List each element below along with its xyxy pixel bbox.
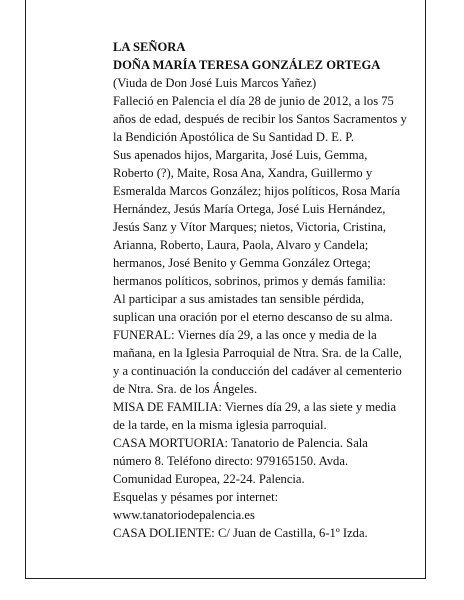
family-mass-paragraph: MISA DE FAMILIA: Viernes día 29, a las siete y media de la tarde, en la misma iglesia parroquial. bbox=[113, 400, 397, 432]
funeral-paragraph: FUNERAL: Viernes día 29, a las once y media de la mañana, en la Iglesia Parroquial de Ntra. Sra. de la Calle, y a continuación la conducción del cadáver al cementerio de Ntra. Sra. de los Ángeles. bbox=[113, 328, 402, 396]
widow-of-line: (Viuda de Don José Luis Marcos Yañez) bbox=[113, 76, 317, 90]
prayer-paragraph: Al participar a sus amistades tan sensible pérdida, suplican una oración por el eterno descanso de su alma. bbox=[113, 292, 393, 324]
obituary-notice bbox=[113, 38, 409, 542]
condolences-paragraph: Esquelas y pésames por internet: www.tanatoriodepalencia.es bbox=[113, 490, 279, 522]
death-paragraph: Falleció en Palencia el día 28 de junio de 2012, a los 75 años de edad, después de recibir los Santos Sacramentos y la Bendición Apostólica de Su Santidad D. E. P. bbox=[113, 94, 407, 144]
mortuary-paragraph: CASA MORTUORIA: Tanatorio de Palencia. Sala número 8. Teléfono directo: 979165150. Avda. Comunidad Europea, 22-24. Palencia. bbox=[113, 436, 368, 486]
notice-title: LA SEÑORA bbox=[113, 40, 186, 54]
mourning-house-paragraph: CASA DOLIENTE: C/ Juan de Castilla, 6-1º Izda. bbox=[113, 526, 368, 540]
family-paragraph: Sus apenados hijos, Margarita, José Luis, Gemma, Roberto (?), Maite, Rosa Ana, Xandra, Guillermo y Esmeralda Marcos González; hijos políticos, Rosa María Hernández, Jesús María Ortega, José Luis Hernández, Jesús Sanz y Vítor Marques; nietos, Victoria, Cristina, Arianna, Roberto, Laura, Paola, Alvaro y Candela; hermanos, José Benito y Gemma González Ortega; hermanos políticos, sobrinos, primos y demás familia: bbox=[113, 148, 401, 288]
deceased-name: DOÑA MARÍA TERESA GONZÁLEZ ORTEGA bbox=[113, 58, 381, 72]
